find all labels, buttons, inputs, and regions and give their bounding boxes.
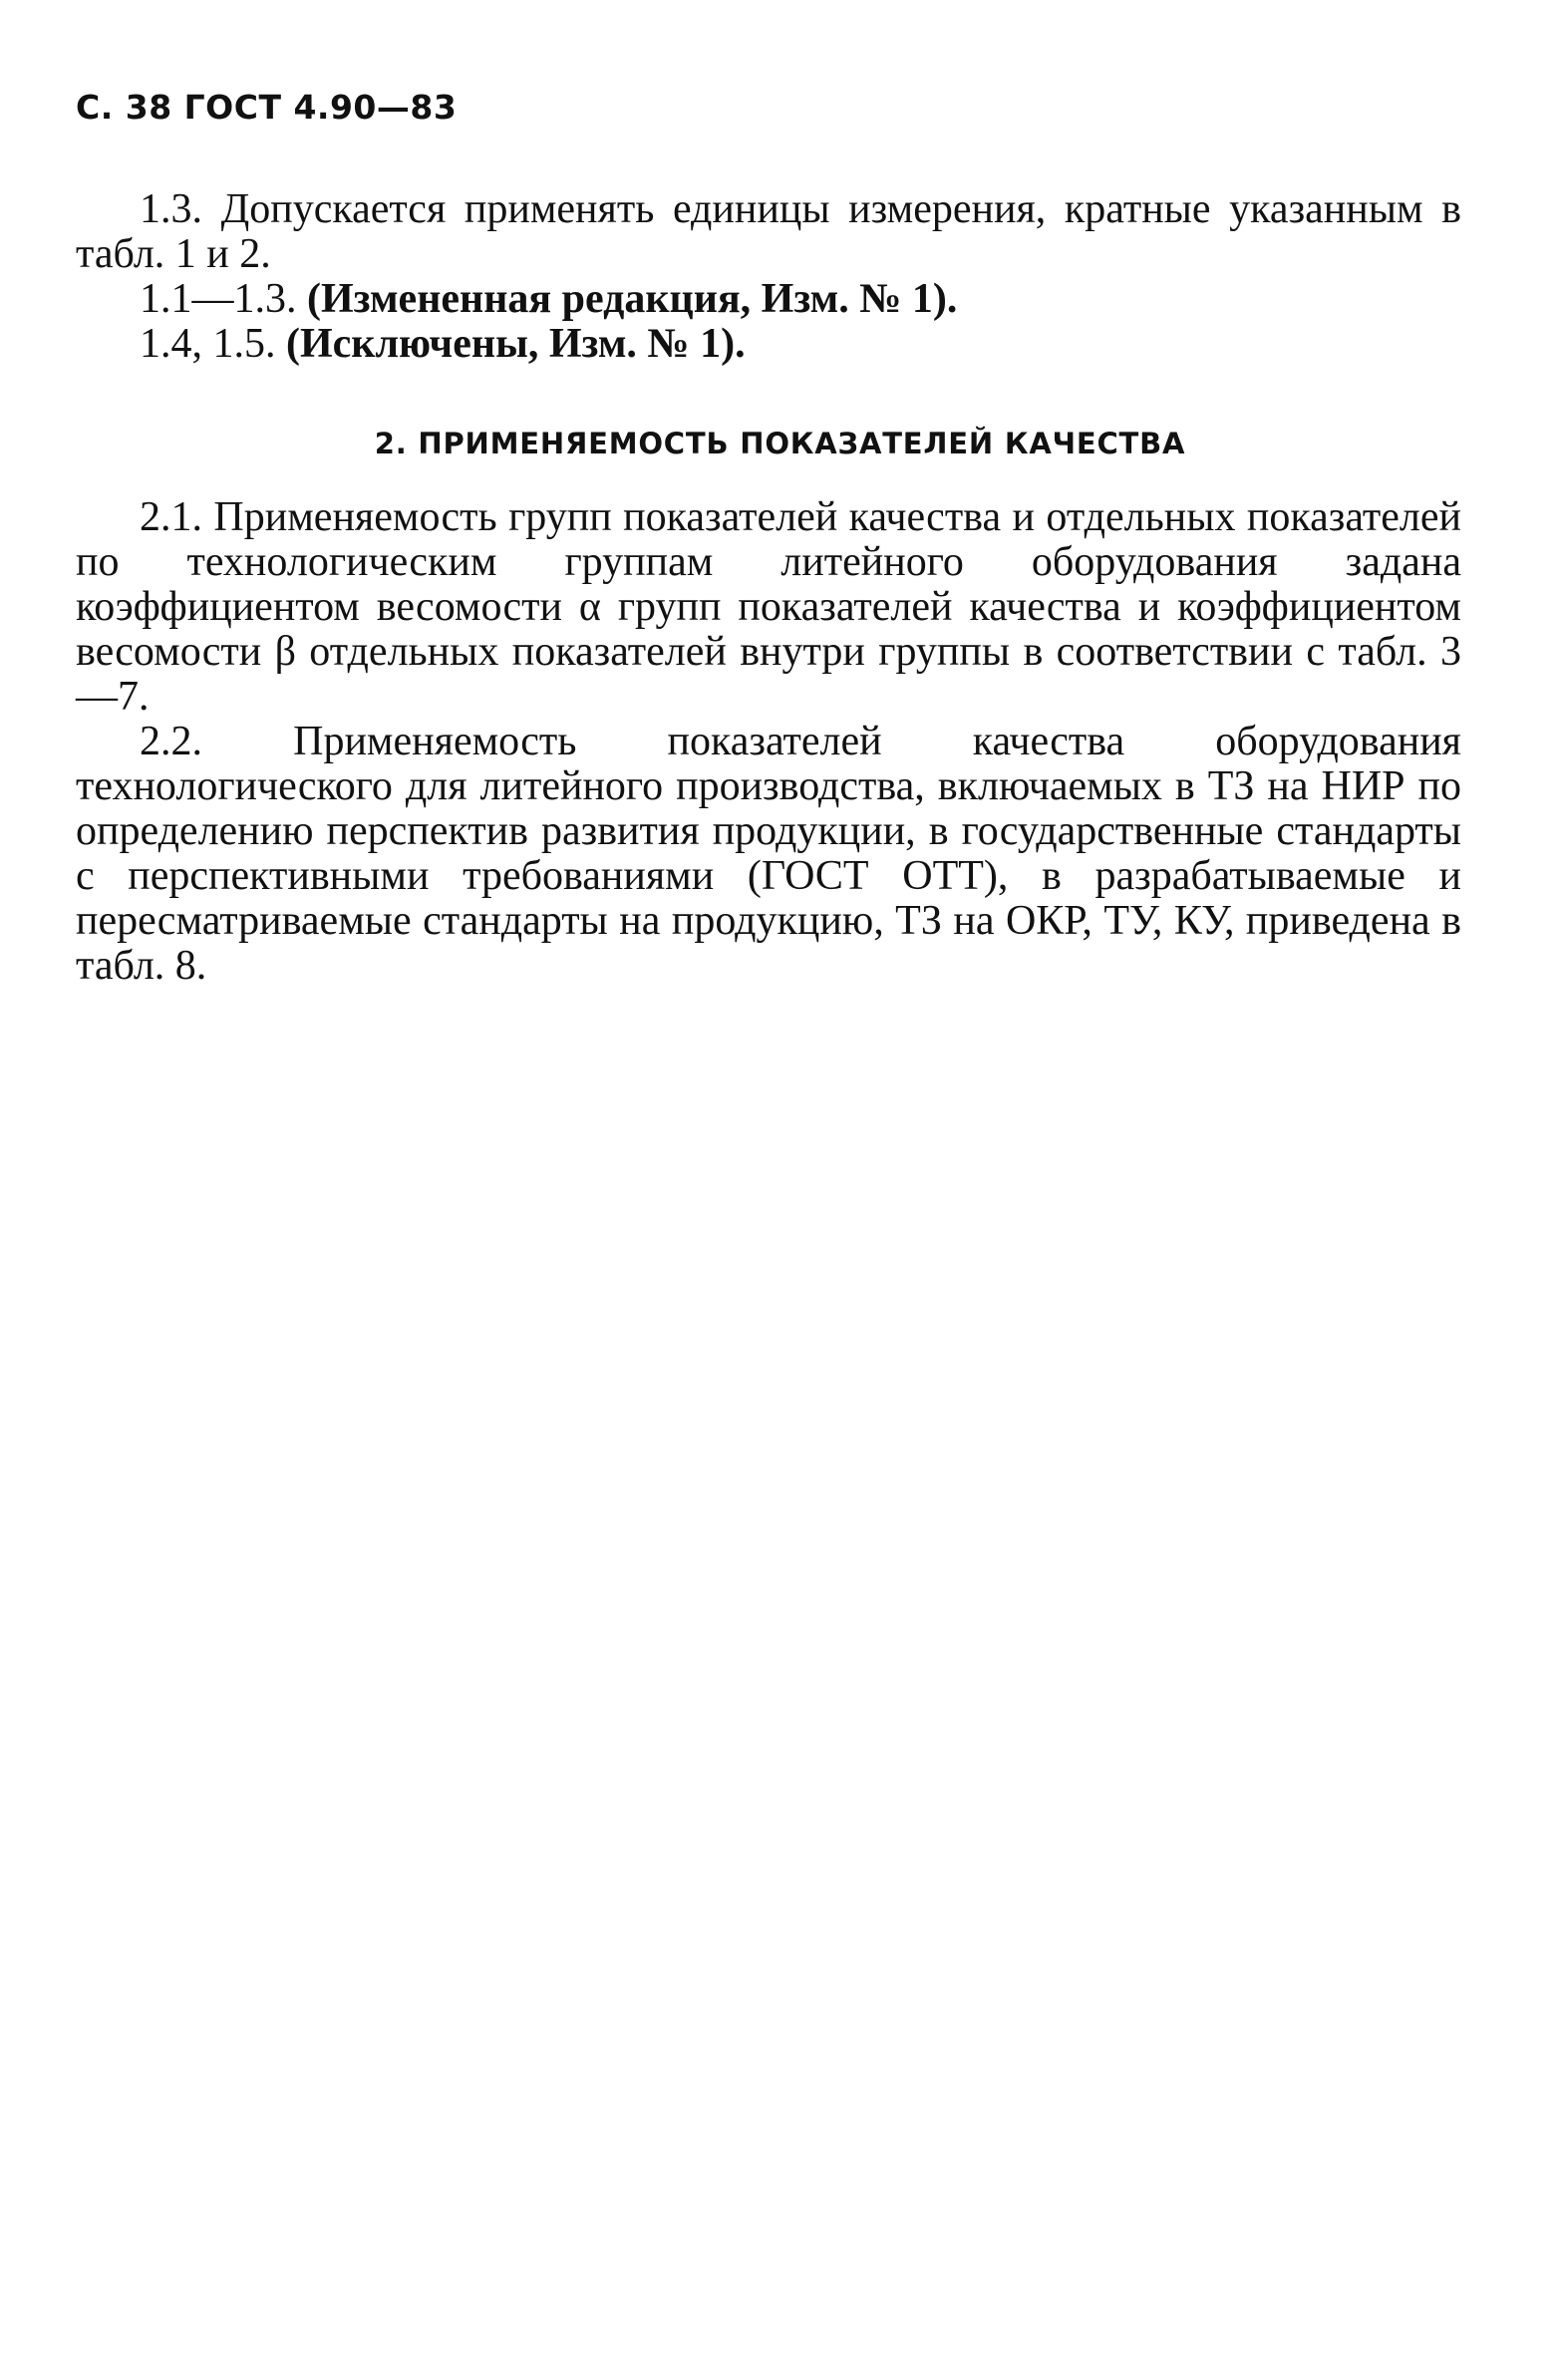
amendment-note-edited: (Измененная редакция, Изм. № 1). xyxy=(307,276,958,322)
amendment-note-excluded: (Исключены, Изм. № 1). xyxy=(286,321,746,367)
section-2-heading: 2. ПРИМЕНЯЕМОСТЬ ПОКАЗАТЕЛЕЙ КАЧЕСТВА xyxy=(374,427,1186,460)
section-1-text xyxy=(76,187,1461,367)
paragraph-1-1-1-3-note xyxy=(76,277,1461,322)
clause-number-1-4-1-5: 1.4, 1.5. xyxy=(140,321,276,367)
section-2-text xyxy=(76,495,1461,989)
running-head: С. 38 ГОСТ 4.90—83 xyxy=(76,88,458,127)
clause-number-1-1-1-3: 1.1—1.3. xyxy=(140,276,297,322)
paragraph-1-3: 1.3. Допускается применять единицы измерения, кратные указанным в табл. 1 и 2. xyxy=(76,186,1461,277)
paragraph-2-1: 2.1. Применяемость групп показателей качества и отдельных показателей по технологическим группам литейного оборудования задана коэффициентом весомости α групп показателей качества и коэффициентом весомости β отдельных показателей внутри группы в соответствии с табл. 3—7. xyxy=(76,494,1461,720)
paragraph-2-2: 2.2. Применяемость показателей качества оборудования технологического для литейного производства, включаемых в ТЗ на НИР по определению перспектив развития продукции, в государственные стандарты с перспективными требованиями (ГОСТ ОТТ), в разрабатываемые и пересматриваемые стандарты на продукцию, ТЗ на ОКР, ТУ, КУ, приведена в табл. 8. xyxy=(76,719,1461,989)
paragraph-1-4-1-5-note xyxy=(76,322,1461,367)
